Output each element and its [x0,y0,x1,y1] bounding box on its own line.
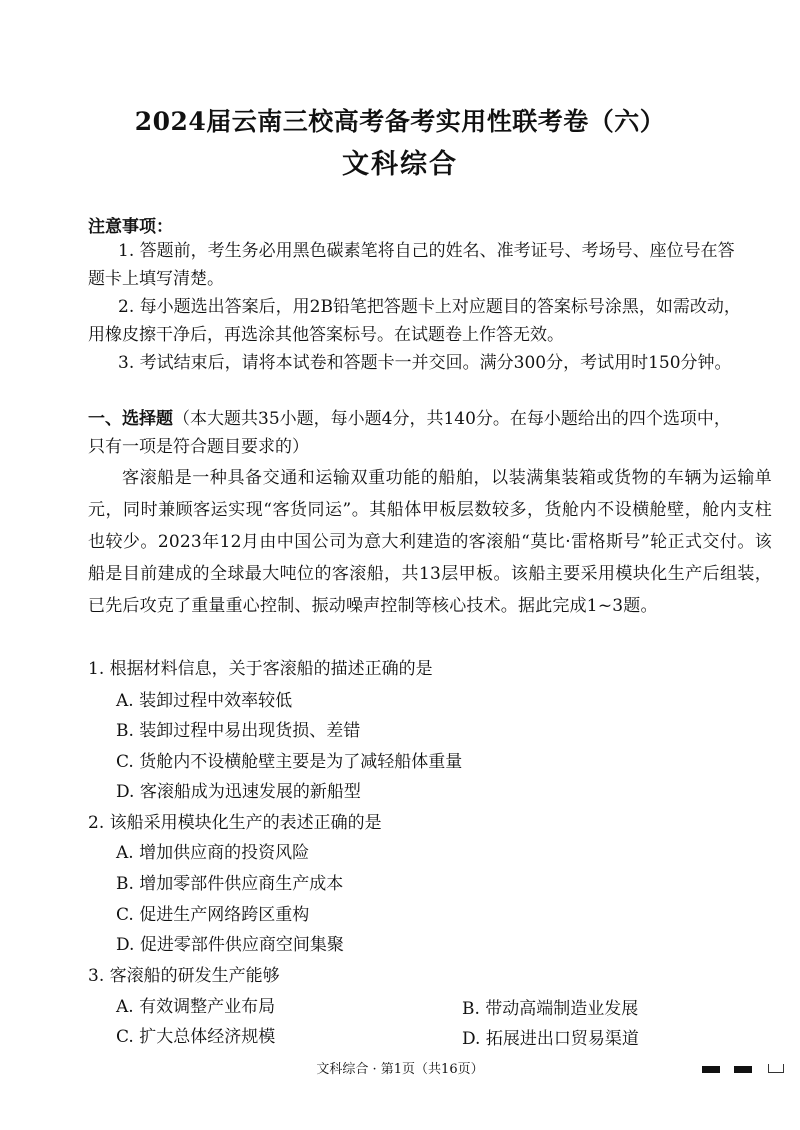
question-2-option-a: A. 增加供应商的投资风险 [116,843,310,863]
notice-item-3: 3. 考试结束后，请将本试卷和答题卡一并交回。满分300分，考试用时150分钟。 [118,353,732,373]
scan-mark-3 [768,1064,784,1073]
notice-item-2-line-1: 2. 每小题选出答案后，用2B铅笔把答题卡上对应题目的答案标号涂黑，如需改动， [118,297,741,317]
question-1-stem: 1. 根据材料信息，关于客滚船的描述正确的是 [88,659,433,679]
section-1-desc: （本大题共35小题，每小题4分，共140分。在每小题给出的四个选项中， [173,409,731,429]
scan-mark-1 [702,1066,720,1073]
question-2-option-b: B. 增加零部件供应商生产成本 [116,874,344,894]
question-3-option-d: D. 拓展进出口贸易渠道 [462,1029,639,1049]
section-1-desc-line-2: 只有一项是符合题目要求的） [88,437,309,457]
notice-item-1-line-1: 1. 答题前，考生务必用黑色碳素笔将自己的姓名、准考证号、考场号、座位号在答 [118,241,735,261]
exam-subject: 文科综合 [342,149,458,180]
section-1-label: 一、选择题 [88,409,173,429]
notice-item-2-line-2: 用橡皮擦干净后，再选涂其他答案标号。在试题卷上作答无效。 [88,325,564,345]
question-2-option-d: D. 促进零部件供应商空间集聚 [116,935,344,955]
question-1-option-a: A. 装卸过程中效率较低 [116,691,293,711]
question-2-stem: 2. 该船采用模块化生产的表述正确的是 [88,813,382,833]
question-2-option-c: C. 促进生产网络跨区重构 [116,905,310,925]
scan-mark-2 [734,1066,752,1073]
notice-item-1-line-2: 题卡上填写清楚。 [88,269,224,289]
exam-title: 2024届云南三校高考备考实用性联考卷（六） [134,107,666,136]
question-3-option-b: B. 带动高端制造业发展 [462,999,639,1019]
section-1-header [88,408,731,430]
question-1-option-b: B. 装卸过程中易出现货损、差错 [116,721,361,741]
question-3-stem: 3. 客滚船的研发生产能够 [88,966,280,986]
question-3-option-c: C. 扩大总体经济规模 [116,1027,276,1047]
page-footer: 文科综合 · 第1页（共16页） [316,1062,484,1077]
question-1-option-d: D. 客滚船成为迅速发展的新船型 [116,782,361,802]
question-1-option-c: C. 货舱内不设横舱壁主要是为了减轻船体重量 [116,752,463,772]
reading-passage: 客滚船是一种具备交通和运输双重功能的船舶，以装满集装箱或货物的车辆为运输单元，同时兼顾客运实现“客货同运”。其船体甲板层数较多，货舱内不设横舱壁，舱内支柱也较少。2023年12月由中国公司为意大利建造的客滚船“莫比·雷格斯号”轮正式交付。该船是目前建成的全球最大吨位的客滚船，共13层甲板。该船主要采用模块化生产后组装，已先后攻克了重量重心控制、振动噪声控制等核心技术。据此完成1~3题。 [88,468,772,616]
question-3-option-a: A. 有效调整产业布局 [116,997,276,1017]
notice-heading: 注意事项： [88,217,173,237]
